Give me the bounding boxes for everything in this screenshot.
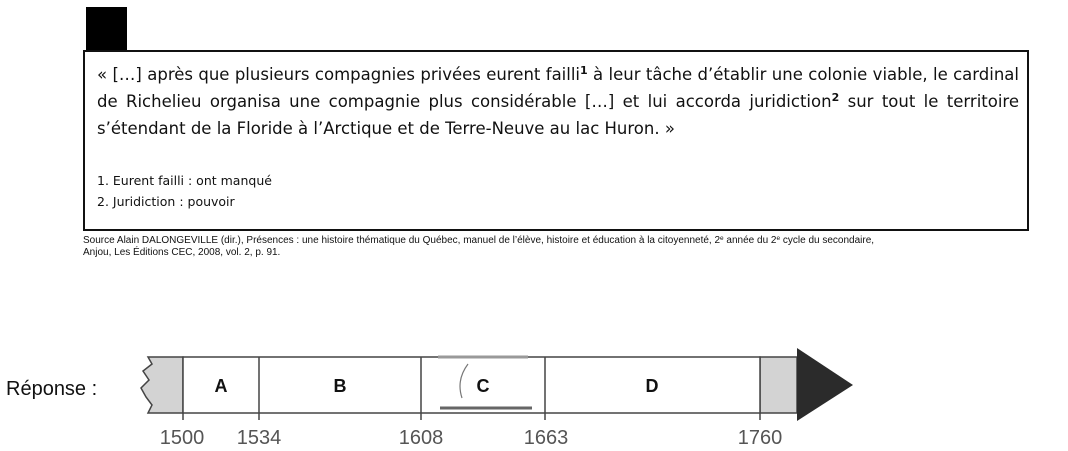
footnote-ref-2: 2 — [831, 91, 840, 104]
timeline-left-torn-edge — [141, 357, 183, 413]
source-line-2: Anjou, Les Éditions CEC, 2008, vol. 2, p. 91. — [83, 247, 281, 258]
quote-part-1: « […] après que plusieurs compagnies privées eurent failli — [97, 65, 581, 84]
timeline-bar — [183, 357, 760, 413]
year-label-1500: 1500 — [159, 427, 205, 449]
footnote-2: 2. Juridiction : pouvoir — [97, 194, 235, 209]
year-label-1534: 1534 — [236, 427, 282, 449]
source-sup-2: e — [776, 235, 781, 242]
timeline-arrowhead — [797, 348, 853, 421]
segment-label-c: C — [476, 376, 490, 396]
year-label-1760: 1760 — [737, 427, 783, 449]
footnote-ref-1: 1 — [580, 64, 588, 77]
footnote-1: 1. Eurent failli : ont manqué — [97, 173, 272, 188]
quote-part-3: sur tout le territoire s’étendant de la Floride à l’Arctique et de Terre-Neuve au lac Huron. » — [97, 92, 1019, 138]
segment-label-d: D — [645, 376, 659, 396]
timeline-right-shaded — [760, 357, 797, 413]
source-sup-1: e — [720, 235, 724, 242]
segment-label-a: A — [214, 376, 228, 396]
response-label: Réponse : — [6, 378, 98, 400]
year-label-1608: 1608 — [398, 427, 444, 449]
segment-label-b: B — [333, 376, 347, 396]
source-part-3: cycle du secondaire, — [780, 235, 875, 246]
source-part-2: année du 2 — [723, 235, 777, 246]
source-part-1: Source Alain DALONGEVILLE (dir.), Présences : une histoire thématique du Québec, manuel de l’élève, histoire et éducation à la citoyenneté, 2 — [83, 235, 721, 246]
quote-part-2: à leur tâche d’établir une colonie viable, le cardinal de Richelieu organisa une compagnie plus considérable […] et lui accorda juridiction — [97, 65, 1019, 111]
year-label-1663: 1663 — [523, 427, 569, 449]
